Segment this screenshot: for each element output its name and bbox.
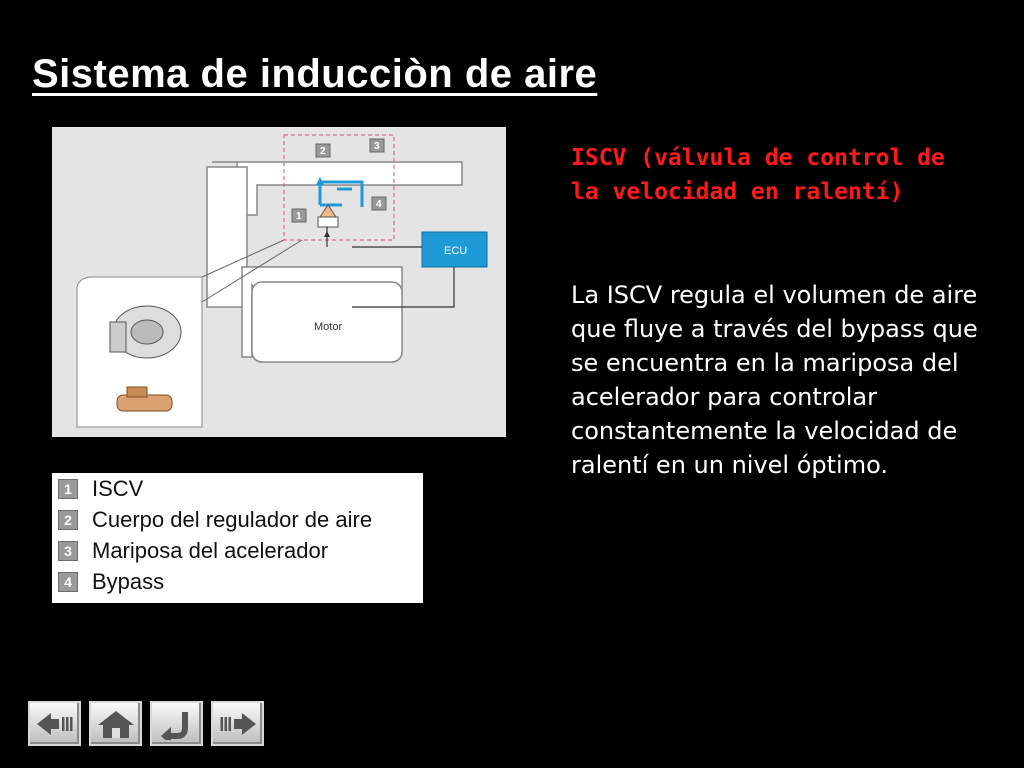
engine-diagram-graphic bbox=[52, 127, 506, 437]
legend-label: Bypass bbox=[92, 568, 165, 594]
home-button[interactable] bbox=[89, 701, 142, 746]
diagram-num-1: 1 bbox=[296, 211, 302, 222]
legend-label: Mariposa del acelerador bbox=[92, 537, 329, 563]
navigation-bar bbox=[28, 701, 264, 746]
legend-item bbox=[52, 473, 423, 504]
legend-item bbox=[52, 566, 423, 597]
forward-button[interactable] bbox=[211, 701, 264, 746]
legend-label: Cuerpo del regulador de aire bbox=[92, 506, 373, 532]
diagram-num-3: 3 bbox=[374, 141, 380, 152]
home-icon bbox=[96, 708, 136, 740]
legend-item bbox=[52, 535, 423, 566]
description-text: La ISCV regula el volumen de aire que fluye a través del bypass que se encuentra en la mariposa del acelerador para controlar constantemente la velocidad de ralentí en un nivel óptimo. bbox=[571, 281, 978, 479]
engine-diagram bbox=[52, 127, 506, 437]
return-button[interactable] bbox=[150, 701, 203, 746]
legend-number: 1 bbox=[58, 479, 78, 499]
page-title: Sistema de inducciòn de aire bbox=[32, 52, 598, 96]
back-button[interactable] bbox=[28, 701, 81, 746]
return-icon bbox=[157, 708, 197, 740]
section-heading: ISCV (válvula de control de la velocidad en ralentí) bbox=[571, 145, 945, 205]
diagram-num-2: 2 bbox=[320, 146, 326, 157]
legend-label: ISCV bbox=[92, 475, 144, 501]
legend bbox=[52, 473, 423, 603]
ecu-label: ECU bbox=[444, 245, 468, 257]
diagram-num-4: 4 bbox=[376, 199, 382, 210]
legend-number: 4 bbox=[58, 572, 78, 592]
legend-item bbox=[52, 504, 423, 535]
forward-icon bbox=[218, 709, 258, 739]
motor-label: Motor bbox=[314, 321, 343, 333]
back-icon bbox=[35, 709, 75, 739]
legend-number: 2 bbox=[58, 510, 78, 530]
legend-number: 3 bbox=[58, 541, 78, 561]
